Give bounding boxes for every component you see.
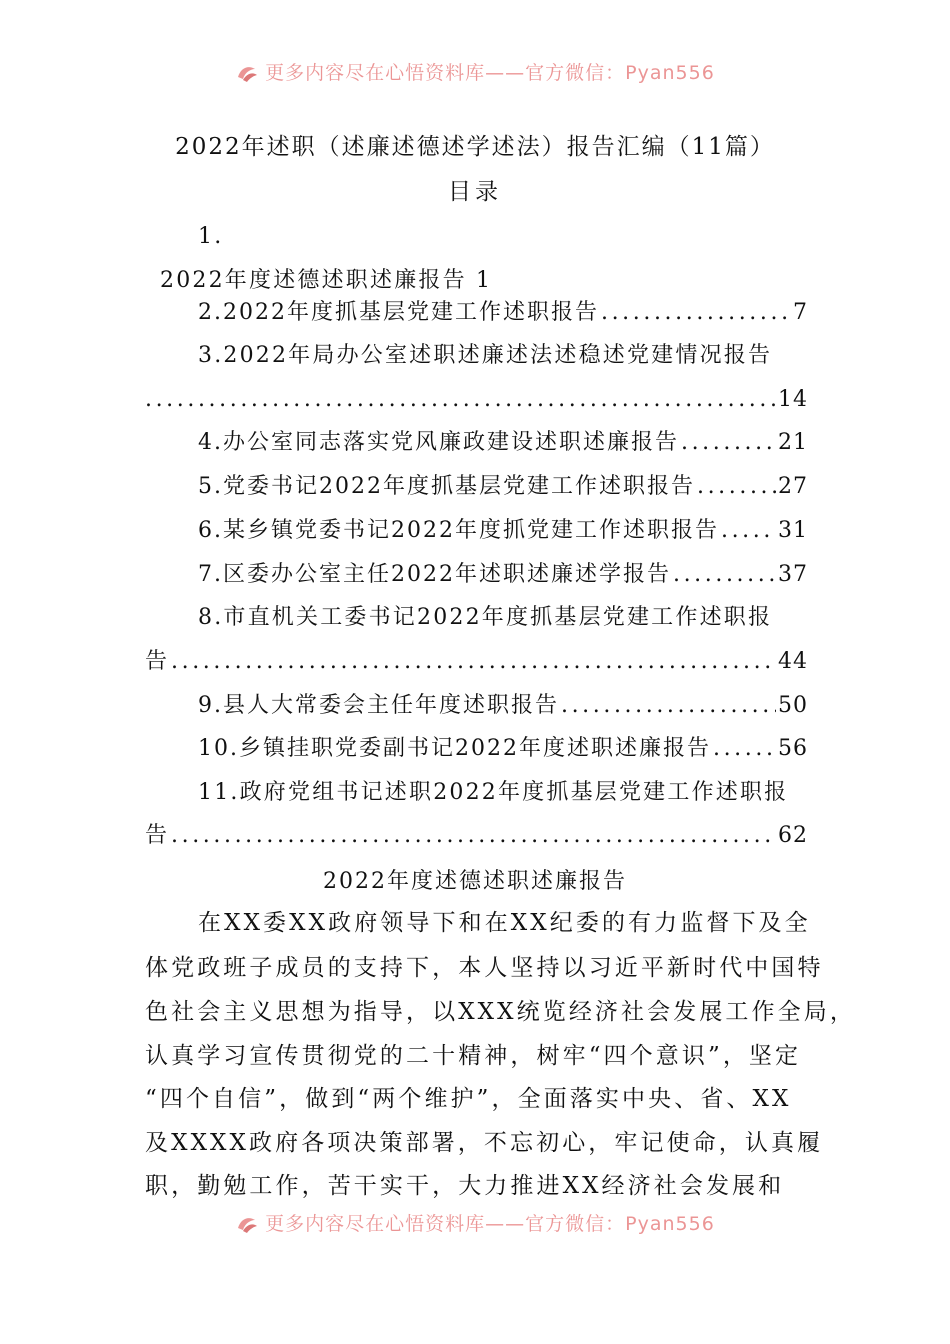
section-title: 2022年度述德述职述廉报告 xyxy=(323,869,627,894)
toc-leader-dots xyxy=(721,516,776,546)
toc-heading: 目录 xyxy=(448,179,502,205)
logo-icon xyxy=(235,1214,259,1234)
toc-item[interactable] xyxy=(198,472,808,502)
paragraph-line: 及XXXX政府各项决策部署，不忘初心，牢记使命，认真履 xyxy=(145,1130,824,1156)
toc-item-label: 5.党委书记2022年度抓基层党建工作述职报告 xyxy=(198,474,695,499)
document-title: 2022年述职（述廉述德述学述法）报告汇编（11篇） xyxy=(175,134,775,160)
toc-item-label[interactable]: 8.市直机关工委书记2022年度抓基层党建工作述职报 xyxy=(198,605,773,630)
watermark-text: 更多内容尽在心悟资料库——官方微信：Pyan556 xyxy=(265,62,715,84)
toc-page-number: 56 xyxy=(778,736,808,761)
toc-page-number: 44 xyxy=(778,649,808,674)
toc-page-number: 50 xyxy=(778,693,808,718)
paragraph-line: 认真学习宣传贯彻党的二十精神，树牢“四个意识”，坚定 xyxy=(145,1043,802,1069)
toc-page-number: 62 xyxy=(778,823,808,848)
toc-item-continuation[interactable] xyxy=(145,385,808,415)
toc-leader-dots xyxy=(713,734,776,764)
toc-page-number: 7 xyxy=(793,300,808,325)
toc-page-number: 37 xyxy=(778,562,808,587)
toc-item-continuation[interactable] xyxy=(145,647,808,677)
toc-leader-dots xyxy=(561,691,776,721)
paragraph-line: 在XX委XX政府领导下和在XX纪委的有力监督下及全 xyxy=(198,910,811,936)
toc-item-label[interactable]: 11.政府党组书记述职2022年度抓基层党建工作述职报 xyxy=(198,780,789,805)
paragraph-line: 体党政班子成员的支持下，本人坚持以习近平新时代中国特 xyxy=(145,955,824,981)
toc-leader-dots xyxy=(601,298,791,328)
toc-item[interactable] xyxy=(198,428,808,458)
toc-item[interactable] xyxy=(198,734,808,764)
toc-item-label: 4.办公室同志落实党风廉政建设述职述廉报告 xyxy=(198,430,679,455)
toc-item-label: 6.某乡镇党委书记2022年度抓党建工作述职报告 xyxy=(198,518,719,543)
toc-item-1-number: 1. xyxy=(198,224,224,249)
paragraph-line: 色社会主义思想为指导，以XXX统览经济社会发展工作全局， xyxy=(145,999,856,1025)
toc-item-label[interactable]: 3.2022年局办公室述职述廉述法述稳述党建情况报告 xyxy=(198,343,773,368)
toc-page-number: 31 xyxy=(778,518,808,543)
toc-item-label: 10.乡镇挂职党委副书记2022年度述职述廉报告 xyxy=(198,736,711,761)
logo-icon xyxy=(235,63,259,83)
toc-item-label: 2.2022年度抓基层党建工作述职报告 xyxy=(198,300,599,325)
watermark-top xyxy=(0,58,950,85)
toc-item[interactable] xyxy=(198,691,808,721)
toc-leader-dots xyxy=(145,385,776,415)
toc-leader-dots xyxy=(673,560,776,590)
watermark-text: 更多内容尽在心悟资料库——官方微信：Pyan556 xyxy=(265,1213,715,1235)
toc-leader-dots xyxy=(697,472,776,502)
toc-item-label: 9.县人大常委会主任年度述职报告 xyxy=(198,693,559,718)
toc-page-number: 21 xyxy=(778,430,808,455)
toc-item[interactable] xyxy=(198,516,808,546)
watermark-bottom xyxy=(0,1209,950,1236)
toc-leader-dots xyxy=(681,428,776,458)
toc-item-label: 7.区委办公室主任2022年述职述廉述学报告 xyxy=(198,562,671,587)
toc-item-continuation[interactable] xyxy=(145,821,808,851)
toc-page-number: 14 xyxy=(778,387,808,412)
toc-item-label-continuation: 告 xyxy=(145,649,170,674)
toc-page-number: 27 xyxy=(778,474,808,499)
toc-item-label-continuation: 告 xyxy=(145,823,170,848)
toc-item[interactable] xyxy=(198,298,808,328)
toc-leader-dots xyxy=(171,647,776,677)
paragraph-line: “四个自信”，做到“两个维护”，全面落实中央、省、XX xyxy=(145,1086,792,1112)
toc-item[interactable] xyxy=(198,560,808,590)
toc-item-1-text: 2022年度述德述职述廉报告 1 xyxy=(160,268,493,293)
paragraph-line: 职，勤勉工作，苦干实干，大力推进XX经济社会发展和 xyxy=(145,1173,785,1199)
toc-leader-dots xyxy=(171,821,776,851)
